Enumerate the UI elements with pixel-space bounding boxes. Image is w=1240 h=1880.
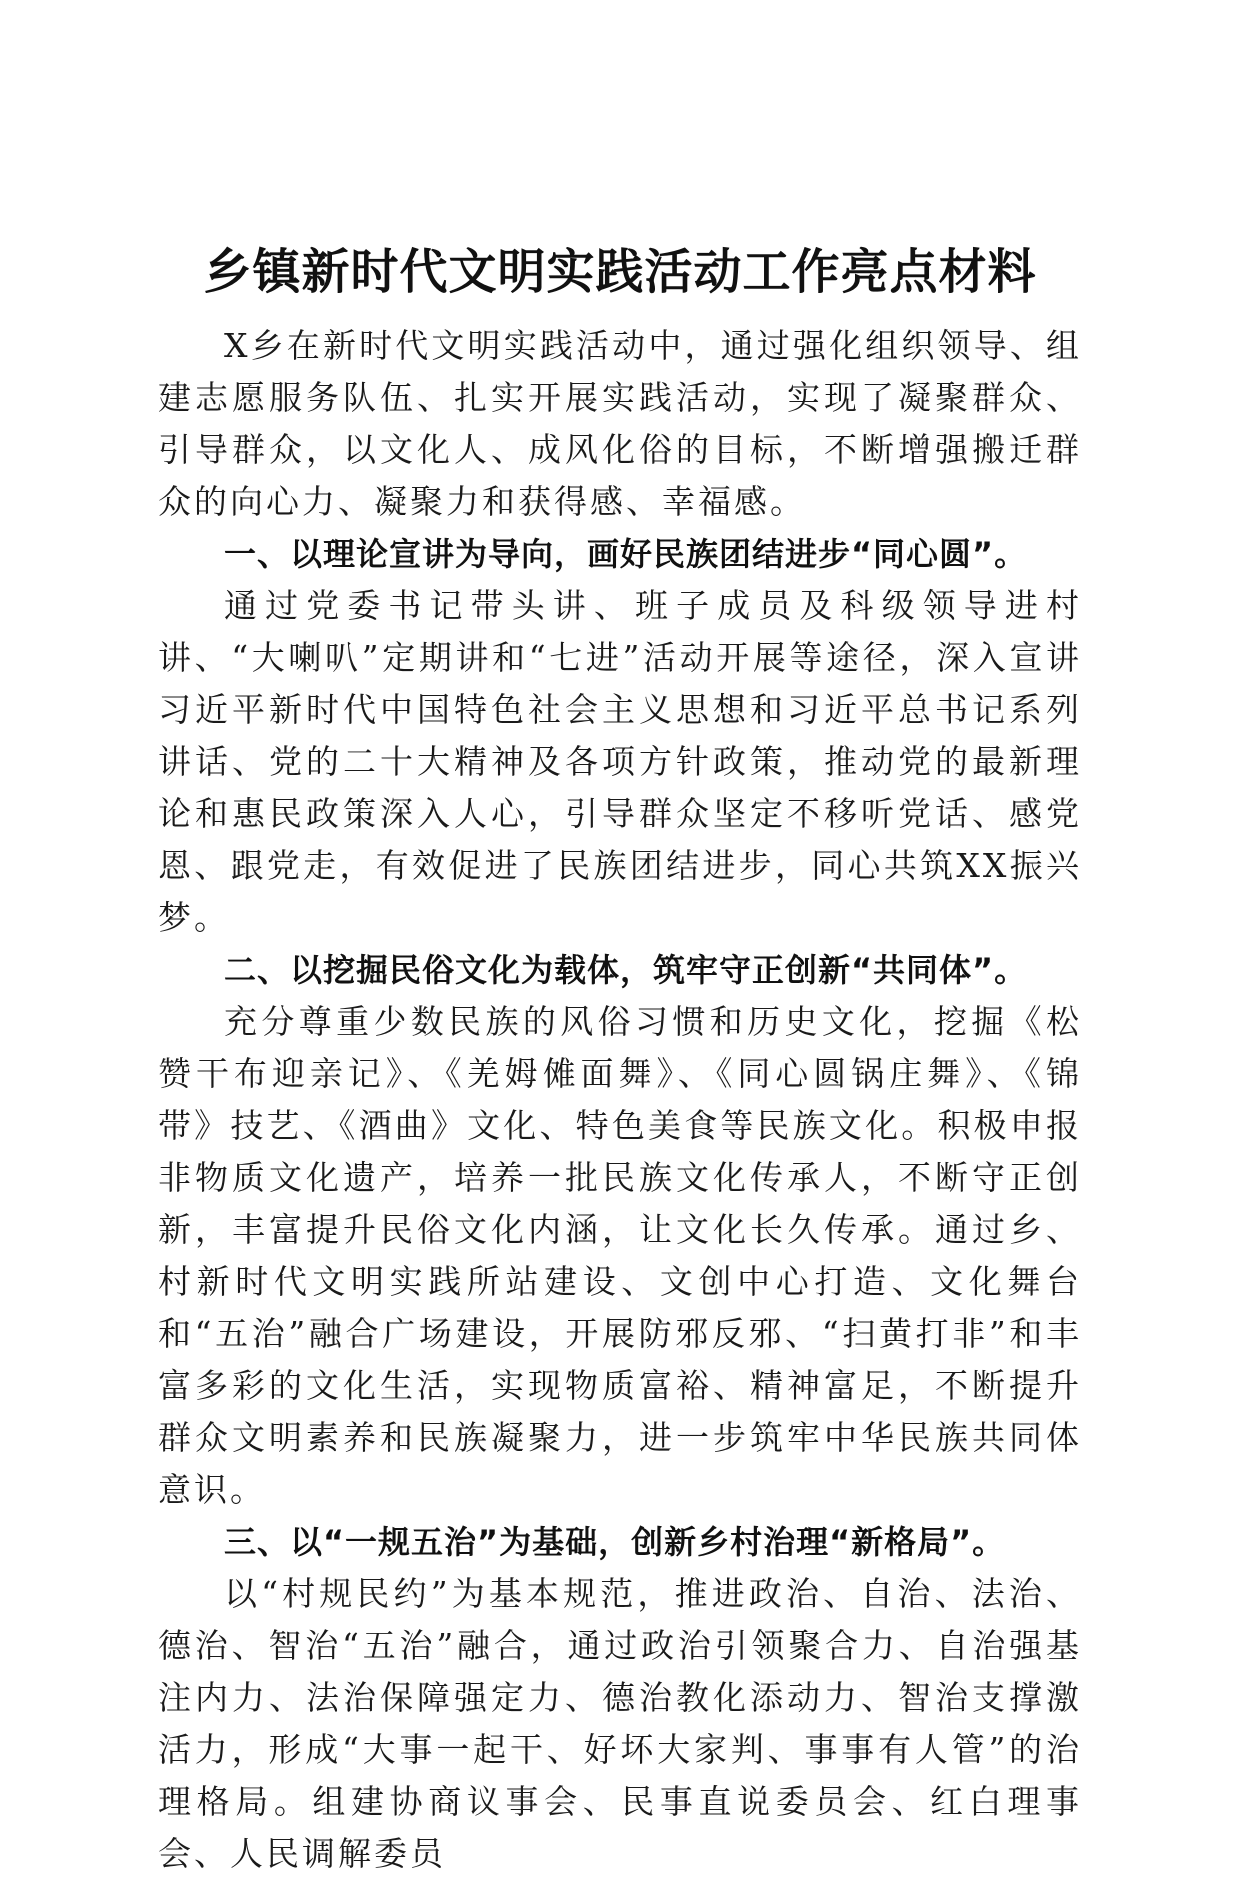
section-3-body: 以“村规民约”为基本规范，推进政治、自治、法治、德治、智治“五治”融合，通过政治引领聚合力、自治强基注内力、法治保障强定力、德治教化添动力、智治支撑激活力，形成“大事一起干、好坏大家判、事事有人管”的治理格局。组建协商议事会、民事直说委员会、红白理事会、人民调解委员 bbox=[158, 1574, 1082, 1873]
section-2-heading: 二、以挖掘民俗文化为载体，筑牢守正创新“共同体”。 bbox=[224, 951, 1028, 989]
section-1-heading: 一、以理论宣讲为导向，画好民族团结进步“同心圆”。 bbox=[224, 535, 1028, 573]
section-2-body: 充分尊重少数民族的风俗习惯和历史文化，挖掘《松赞干布迎亲记》、《羌姆傩面舞》、《同心圆锅庄舞》、《锦带》技艺、《酒曲》文化、特色美食等民族文化。积极申报非物质文化遗产，培养一批民族文化传承人，不断守正创新，丰富提升民俗文化内涵，让文化长久传承。通过乡、村新时代文明实践所站建设、文创中心打造、文化舞台和“五治”融合广场建设，开展防邪反邪、“扫黄打非”和丰富多彩的文化生活，实现物质富裕、精神富足，不断提升群众文明素养和民族凝聚力，进一步筑牢中华民族共同体意识。 bbox=[158, 1002, 1082, 1509]
section-3-heading: 三、以“一规五治”为基础，创新乡村治理“新格局”。 bbox=[224, 1523, 1006, 1561]
section-1-body: 通过党委书记带头讲、班子成员及科级领导进村讲、“大喇叭”定期讲和“七进”活动开展等途径，深入宣讲习近平新时代中国特色社会主义思想和习近平总书记系列讲话、党的二十大精神及各项方针政策，推动党的最新理论和惠民政策深入人心，引导群众坚定不移听党话、感党恩、跟党走，有效促进了民族团结进步，同心共筑XX振兴梦。 bbox=[158, 586, 1082, 937]
document-title: 乡镇新时代文明实践活动工作亮点材料 bbox=[203, 244, 1037, 300]
document-page bbox=[158, 244, 1082, 1880]
intro-paragraph: X乡在新时代文明实践活动中，通过强化组织领导、组建志愿服务队伍、扎实开展实践活动，实现了凝聚群众、引导群众，以文化人、成风化俗的目标，不断增强搬迁群众的向心力、凝聚力和获得感、幸福感。 bbox=[158, 326, 1082, 521]
